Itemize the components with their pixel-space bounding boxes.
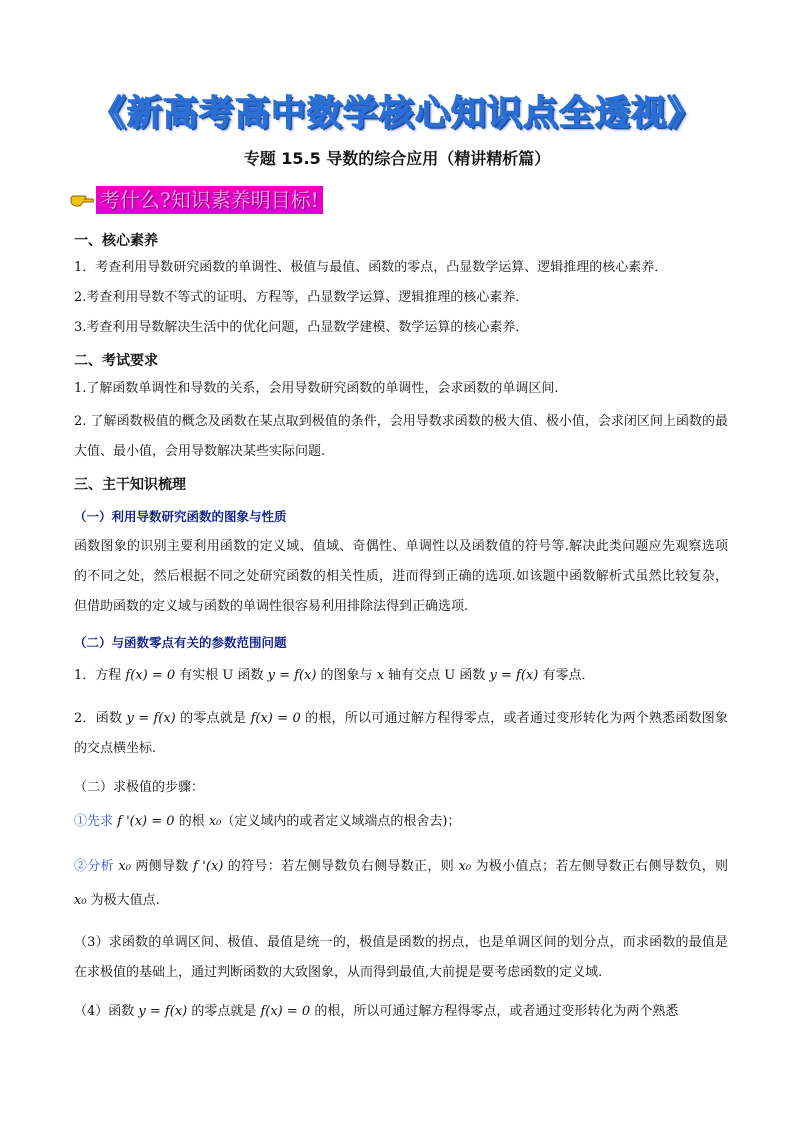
step-2-text-d: 为极小值点；若左侧导数正右侧导数负，则	[471, 859, 729, 874]
step-2-lead: ②分析	[74, 859, 119, 874]
section-heading-requirements: 二、考试要求	[74, 353, 158, 369]
core-item-3: 3.考查利用导数解决生活中的优化问题，凸显数学建模、数学运算的核心素养．	[74, 320, 529, 335]
core-item-2: 2.考查利用导数不等式的证明、方程等，凸显数学运算、逻辑推理的核心素养．	[74, 290, 529, 305]
step-2-text-b: 两侧导数	[130, 859, 194, 874]
section-heading-knowledge: 三、主干知识梳理	[74, 477, 186, 493]
variable-x0: x₀	[208, 814, 222, 829]
item-4-text-b: 的零点就是	[187, 1004, 261, 1019]
document-subtitle: 专题 15.5 导数的综合应用（精讲精析篇）	[243, 149, 551, 168]
requirement-item-1: 1.了解函数单调性和导数的关系，会用导数研究函数的单调性，会求函数的单调区间.	[74, 381, 559, 396]
equation-f-prime-eq-0: f '(x) = 0	[117, 814, 175, 829]
knowledge-part2-title: （二）与函数零点有关的参数范围问题	[74, 635, 287, 650]
requirement-item-2: 2. 了解函数极值的概念及函数在某点取到极值的条件，会用导数求函数的极大值、极小值，会求闭区间上函数的最大值、最小值，会用导数解决某些实际问题.	[74, 414, 728, 459]
goal-banner-text: 考什么?知识素养明目标!	[96, 186, 323, 214]
variable-x0-2: x₀	[118, 859, 131, 874]
extremum-item-4	[74, 997, 728, 1027]
step-1-lead: ①先求	[74, 814, 118, 829]
knowledge-part1-text: 函数图象的识别主要利用函数的定义域、值域、奇偶性、单调性以及函数值的符号等.解决此类问题应先观察选项的不同之处，然后根据不同之处研究函数的相关性质，进而得到正确的选项.如该题中函数解析式虽然比较复杂，但借助函数的定义域与函数的单调性很容易利用排除法得到正确选项.	[74, 539, 728, 614]
item-4-text-a: （4）函数	[74, 1004, 139, 1019]
equation-f-x-eq-0-2: f(x) = 0	[250, 711, 301, 726]
equation-f-prime-x: f '(x)	[193, 859, 224, 874]
zero-point-item-2	[74, 704, 728, 764]
extremum-item-3: （3）求函数的单调区间、极值、最值是统一的，极值是函数的拐点，也是单调区间的划分点，而求函数的最值是在求极值的基础上，通过判断函数的大致图象，从而得到最值,大前提是要考虑函数的定义域.	[74, 935, 728, 980]
equation-y-eq-f-x-2: y = f(x)	[489, 668, 539, 683]
zero-point-item-1-text-b: 有实根 U 函数	[175, 668, 268, 683]
equation-f-x-eq-0: f(x) = 0	[125, 668, 176, 683]
extremum-steps-title: （二）求极值的步骤：	[74, 780, 205, 795]
variable-x: x	[376, 668, 385, 683]
equation-y-eq-f-x-4: y = f(x)	[138, 1004, 188, 1019]
item-4-text-c: 的根，所以可通过解方程得零点，或者通过变形转化为两个熟悉	[310, 1004, 679, 1019]
equation-f-x-eq-0-3: f(x) = 0	[260, 1004, 311, 1019]
zero-point-item-1-text-e: 有零点．	[538, 668, 595, 683]
extremum-step-2	[74, 850, 728, 918]
pointing-hand-icon	[70, 190, 94, 210]
zero-point-item-1-text-a: 1．方程	[74, 668, 126, 683]
section-heading-core: 一、核心素养	[74, 233, 158, 249]
core-item-1: 1．考查利用导数研究函数的单调性、极值与最值、函数的零点，凸显数学运算、逻辑推理的核心素养．	[74, 260, 668, 275]
variable-x0-3: x₀	[458, 859, 472, 874]
step-1-text-b: 的根	[174, 814, 209, 829]
zero-point-item-1-text-c: 的图象与	[316, 668, 377, 683]
zero-point-item-2-text-c: 的根，所以可通过解方程得零点，或者通过变形转化为两个熟悉函数图象的交点横坐标.	[74, 711, 728, 756]
knowledge-part1-title: （一）利用导数研究函数的图象与性质	[74, 509, 287, 524]
variable-x0-4: x₀	[74, 893, 87, 908]
step-2-text-c: 的符号：若左侧导数负右侧导数正，则	[223, 859, 459, 874]
zero-point-item-1	[74, 662, 724, 690]
zero-point-item-1-text-d: 轴有交点 U 函数	[384, 668, 490, 683]
step-1-text-c: （定义域内的或者定义域端点的根舍去)；	[221, 814, 461, 829]
document-main-title: 《新高考高中数学核心知识点全透视》	[90, 94, 703, 134]
equation-y-eq-f-x: y = f(x)	[267, 668, 317, 683]
equation-y-eq-f-x-3: y = f(x)	[126, 711, 176, 726]
extremum-step-1	[74, 808, 724, 836]
zero-point-item-2-text-a: 2．函数	[74, 711, 127, 726]
step-2-text-e: 为极大值点.	[86, 893, 160, 908]
zero-point-item-2-text-b: 的零点就是	[175, 711, 251, 726]
